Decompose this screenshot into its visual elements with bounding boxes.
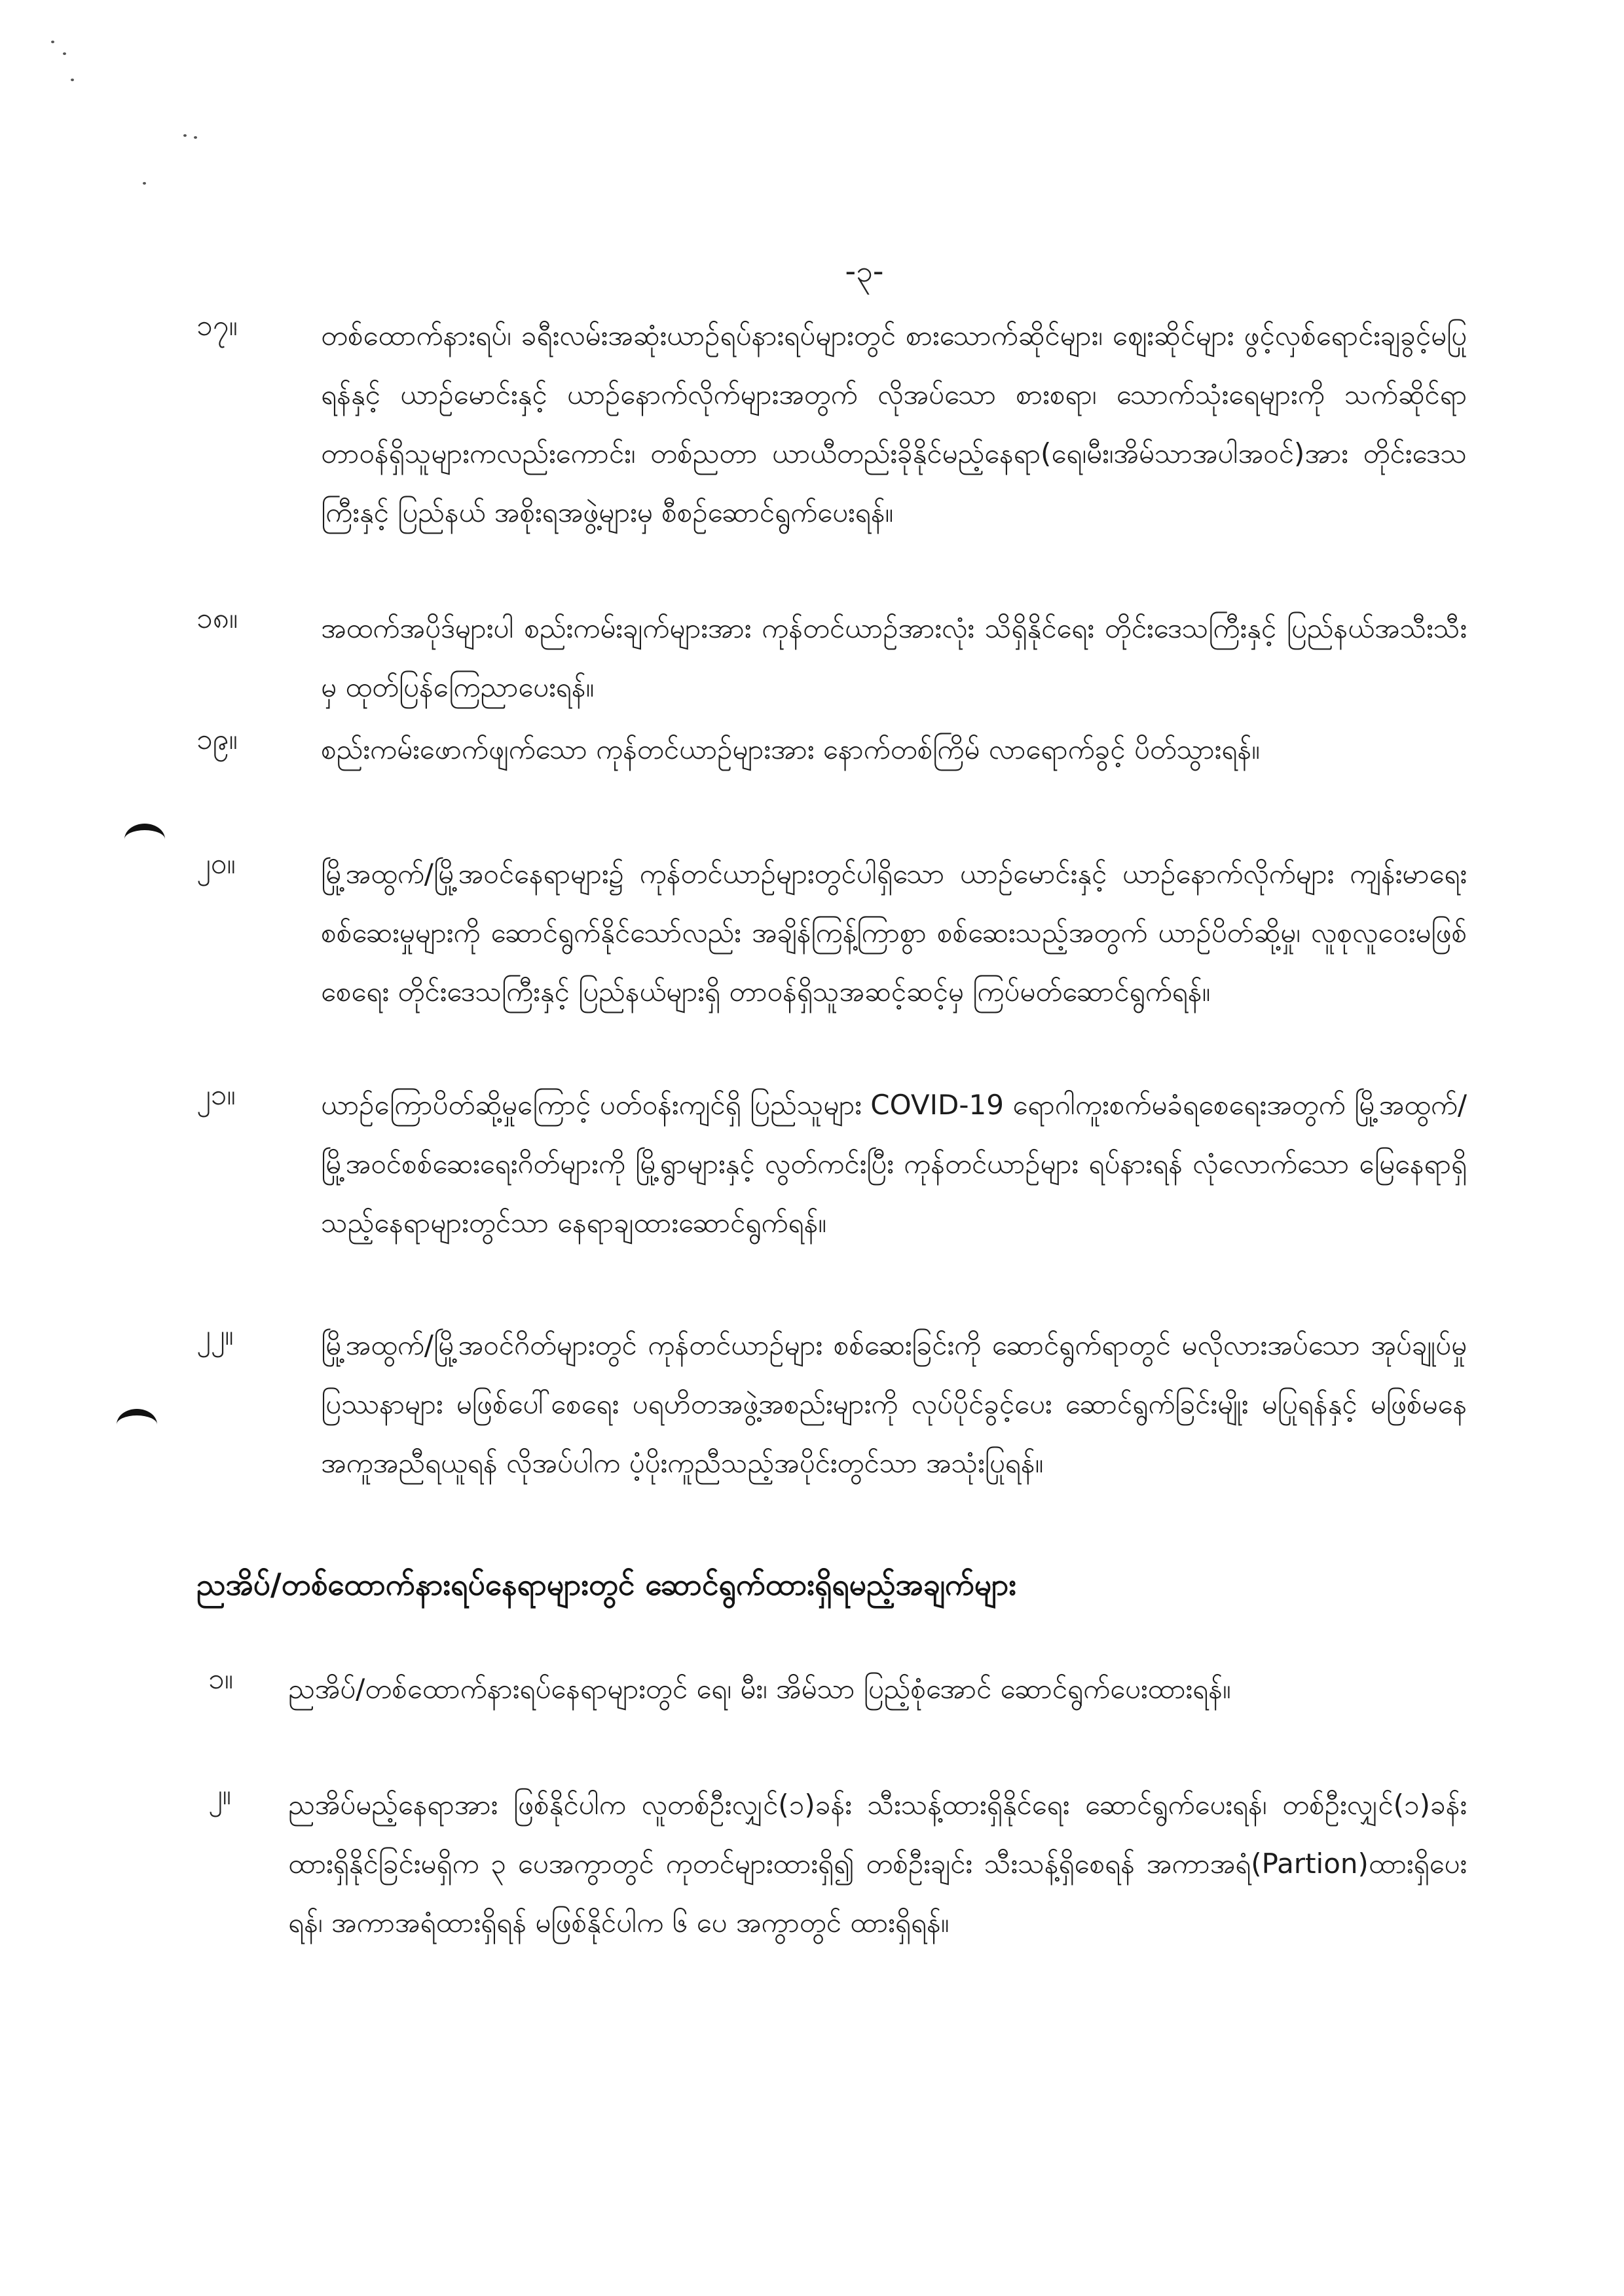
scan-speck (194, 136, 197, 139)
section-heading: ညအိပ်/တစ်ထောက်နားရပ်နေရာများတွင် ဆောင်ရွက်ထားရှိရမည့်အချက်များ (196, 1567, 1017, 1602)
scan-speck (183, 134, 187, 137)
hole-punch-mark (117, 1409, 157, 1440)
item-number: ၁၈။ (196, 602, 238, 635)
scan-speck (51, 41, 54, 43)
item-text: မြို့အထွက်/မြို့အဝင်ဂိတ်များတွင် ကုန်တင်ယာဉ်များ စစ်ဆေးခြင်းကို ဆောင်ရွက်ရာတွင် မလိုလားအပ်သော အုပ်ချုပ်မှုပြဿနာများ မဖြစ်ပေါ်စေရေး ပရဟိတအဖွဲ့အစည်းများကို လုပ်ပိုင်ခွင့်ပေး ဆောင်ရွက်ခြင်းမျိုး မပြုရန်နှင့် မဖြစ်မနေအကူအညီရယူရန် လိုအပ်ပါက ပံ့ပိုးကူညီသည့်အပိုင်းတွင်သာ အသုံးပြုရန်။ (321, 1329, 1467, 1479)
item-text: အထက်အပိုဒ်များပါ စည်းကမ်းချက်များအား ကုန်တင်ယာဉ်အားလုံး သိရှိနိုင်ရေး တိုင်းဒေသကြီးနှင့် ပြည်နယ်အသီးသီးမှ ထုတ်ပြန်ကြေညာပေးရန်။ (321, 612, 1467, 703)
item-number: ၁၉။ (196, 723, 238, 756)
scan-speck (143, 182, 146, 185)
page-number: -၃- (845, 253, 884, 289)
item-number: ၂၀။ (196, 847, 236, 881)
scan-speck (63, 52, 66, 55)
hole-punch-mark (124, 824, 165, 855)
item-number: ၁။ (208, 1662, 234, 1696)
item-text: ယာဉ်ကြောပိတ်ဆို့မှုကြောင့် ပတ်ဝန်းကျင်ရှိ ပြည်သူများ COVID-19 ရောဂါကူးစက်မခံရစေရေးအတွက် မြို့အထွက်/မြို့အဝင်စစ်ဆေးရေးဂိတ်များကို မြို့ရွာများနှင့် လွတ်ကင်းပြီး ကုန်တင်ယာဉ်များ ရပ်နားရန် လုံလောက်သော မြေနေရာရှိသည့်နေရာများတွင်သာ နေရာချထားဆောင်ရွက်ရန်။ (321, 1089, 1467, 1239)
item-number: ၁၇။ (196, 309, 238, 342)
item-text: စည်းကမ်းဖောက်ဖျက်သော ကုန်တင်ယာဉ်များအား နောက်တစ်ကြိမ် လာရောက်ခွင့် ပိတ်သွားရန်။ (321, 733, 1260, 765)
item-number: ၂၂။ (196, 1319, 234, 1352)
scan-speck (71, 79, 74, 81)
item-text: မြို့အထွက်/မြို့အဝင်နေရာများ၌ ကုန်တင်ယာဉ်များတွင်ပါရှိသော ယာဉ်မောင်းနှင့် ယာဉ်နောက်လိုက်များ ကျန်းမာရေးစစ်ဆေးမှုများကို ဆောင်ရွက်နိုင်သော်လည်း အချိန်ကြန့်ကြာစွာ စစ်ဆေးသည့်အတွက် ယာဉ်ပိတ်ဆို့မှု၊ လူစုလူဝေးမဖြစ်စေရေး တိုင်းဒေသကြီးနှင့် ပြည်နယ်များရှိ တာဝန်ရှိသူအဆင့်ဆင့်မှ ကြပ်မတ်ဆောင်ရွက်ရန်။ (321, 858, 1467, 1008)
item-number: ၂။ (208, 1778, 231, 1812)
item-text: တစ်ထောက်နားရပ်၊ ခရီးလမ်းအဆုံးယာဉ်ရပ်နားရပ်များတွင် စားသောက်ဆိုင်များ၊ ဈေးဆိုင်များ ဖွင့်လှစ်ရောင်းချခွင့်မပြုရန်နှင့် ယာဉ်မောင်းနှင့် ယာဉ်နောက်လိုက်များအတွက် လိုအပ်သော စားစရာ၊ သောက်သုံးရေများကို သက်ဆိုင်ရာ တာဝန်ရှိသူများကလည်းကောင်း၊ တစ်ညတာ ယာယီတည်းခိုနိုင်မည့်နေရာ(ရေ၊မီး၊အိမ်သာအပါအဝင်)အား တိုင်းဒေသကြီးနှင့် ပြည်နယ် အစိုးရအဖွဲ့များမှ စီစဉ်ဆောင်ရွက်ပေးရန်။ (321, 319, 1467, 528)
item-text: ညအိပ်/တစ်ထောက်နားရပ်နေရာများတွင် ရေ၊ မီး၊ အိမ်သာ ပြည့်စုံအောင် ဆောင်ရွက်ပေးထားရန်။ (288, 1673, 1231, 1705)
item-text: ညအိပ်မည့်နေရာအား ဖြစ်နိုင်ပါက လူတစ်ဦးလျှင်(၁)ခန်း သီးသန့်ထားရှိနိုင်ရေး ဆောင်ရွက်ပေးရန်၊ တစ်ဦးလျှင်(၁)ခန်း ထားရှိနိုင်ခြင်းမရှိက ၃ ပေအကွာတွင် ကုတင်များထားရှိ၍ တစ်ဦးချင်း သီးသန့်ရှိစေရန် အကာအရံ(Partion)ထားရှိပေးရန်၊ အကာအရံထားရှိရန် မဖြစ်နိုင်ပါက ၆ ပေ အကွာတွင် ထားရှိရန်။ (288, 1789, 1467, 1939)
item-number: ၂၁။ (196, 1078, 236, 1112)
